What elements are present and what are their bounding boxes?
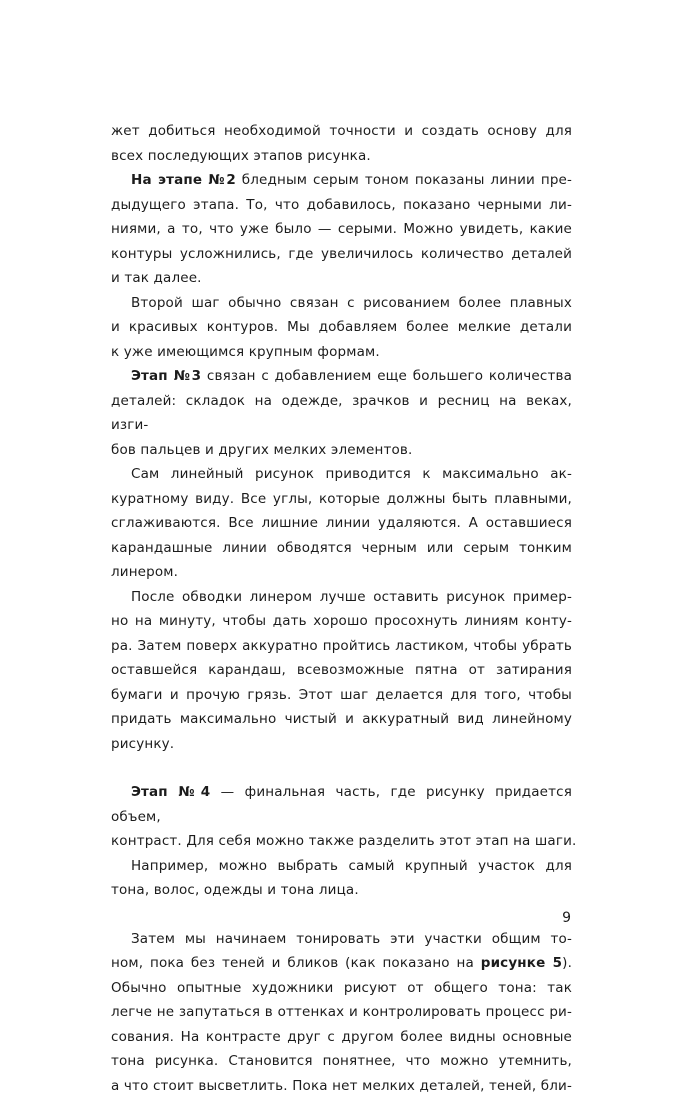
paragraph-9 — [111, 927, 572, 1098]
text-line: куратному виду. Все углы, которые должны быть плавными, — [111, 487, 572, 512]
text-line — [111, 364, 572, 389]
text-line: Сам линейный рисунок приводится к максимально ак- — [111, 462, 572, 487]
text-line: Например, можно выбрать самый крупный участок для — [111, 854, 572, 879]
text-line: оставшейся карандаш, всевозможные пятна от затирания — [111, 658, 572, 683]
text-line: карандашные линии обводятся черным или серым тонким — [111, 536, 572, 561]
text-line: жет добиться необходимой точности и создать основу для — [111, 119, 572, 144]
text-line: к уже имеющимся крупным формам. — [111, 340, 572, 365]
text-fragment: связан с добавлением еще большего количества — [201, 368, 572, 384]
text-line: контраст. Для себя можно также разделить этот этап на шаги. — [111, 829, 572, 854]
text-fragment: ном, пока без теней и бликов (как показано на — [111, 955, 481, 971]
text-line: бов пальцев и других мелких элементов. — [111, 438, 572, 463]
text-line: всех последующих этапов рисунка. — [111, 144, 572, 169]
text-fragment: бледным серым тоном показаны линии пре- — [236, 172, 572, 188]
text-line: бумаги и прочую грязь. Этот шаг делается для того, чтобы — [111, 683, 572, 708]
paragraph-3 — [111, 291, 572, 365]
text-line: дыдущего этапа. То, что добавилось, показано черными ли- — [111, 193, 572, 218]
text-line: а что стоит высветлить. Пока нет мелких деталей, теней, бли- — [111, 1074, 572, 1098]
text-line: рисунку. — [111, 732, 572, 757]
page-body — [111, 119, 572, 1098]
text-line: деталей: складок на одежде, зрачков и ресниц на веках, изги- — [111, 389, 572, 438]
stage-2-heading: На этапе №2 — [131, 172, 236, 188]
text-line: но на минуту, чтобы дать хорошо просохнуть линиям конту- — [111, 609, 572, 634]
text-line: тона, волос, одежды и тона лица. — [111, 878, 572, 903]
stage-4-heading: Этап №4 — [131, 784, 210, 800]
text-line — [111, 168, 572, 193]
text-line: и так далее. — [111, 266, 572, 291]
text-line: и красивых контуров. Мы добавляем более мелкие детали — [111, 315, 572, 340]
text-line: легче не запутаться в оттенках и контролировать процесс ри- — [111, 1000, 572, 1025]
text-line: придать максимально чистый и аккуратный вид линейному — [111, 707, 572, 732]
paragraph-6 — [111, 585, 572, 757]
text-line: ниями, а то, что уже было — серыми. Можно увидеть, какие — [111, 217, 572, 242]
paragraph-2 — [111, 168, 572, 291]
text-line — [111, 780, 572, 829]
figure-reference: рисунке 5 — [481, 955, 562, 971]
paragraph-1 — [111, 119, 572, 168]
text-fragment: — финальная часть, где рисунку придается объем, — [111, 784, 572, 825]
paragraph-5 — [111, 462, 572, 585]
text-line: сглаживаются. Все лишние линии удаляются. А оставшиеся — [111, 511, 572, 536]
paragraph-7 — [111, 780, 572, 854]
spacer — [111, 903, 572, 927]
text-line: Обычно опытные художники рисуют от общего тона: так — [111, 976, 572, 1001]
page-number: 9 — [562, 910, 571, 926]
text-line — [111, 951, 572, 976]
text-fragment: ). — [562, 955, 572, 971]
text-line: контуры усложнились, где увеличилось количество деталей — [111, 242, 572, 267]
text-line: После обводки линером лучше оставить рисунок пример- — [111, 585, 572, 610]
stage-3-heading: Этап №3 — [131, 368, 201, 384]
text-line: Затем мы начинаем тонировать эти участки общим то- — [111, 927, 572, 952]
spacer — [111, 756, 572, 780]
text-line: Второй шаг обычно связан с рисованием более плавных — [111, 291, 572, 316]
paragraph-4 — [111, 364, 572, 462]
text-line: линером. — [111, 560, 572, 585]
text-line: сования. На контрасте друг с другом более видны основные — [111, 1025, 572, 1050]
text-line: тона рисунка. Становится понятнее, что можно утемнить, — [111, 1049, 572, 1074]
paragraph-8 — [111, 854, 572, 903]
text-line: ра. Затем поверх аккуратно пройтись ластиком, чтобы убрать — [111, 634, 572, 659]
